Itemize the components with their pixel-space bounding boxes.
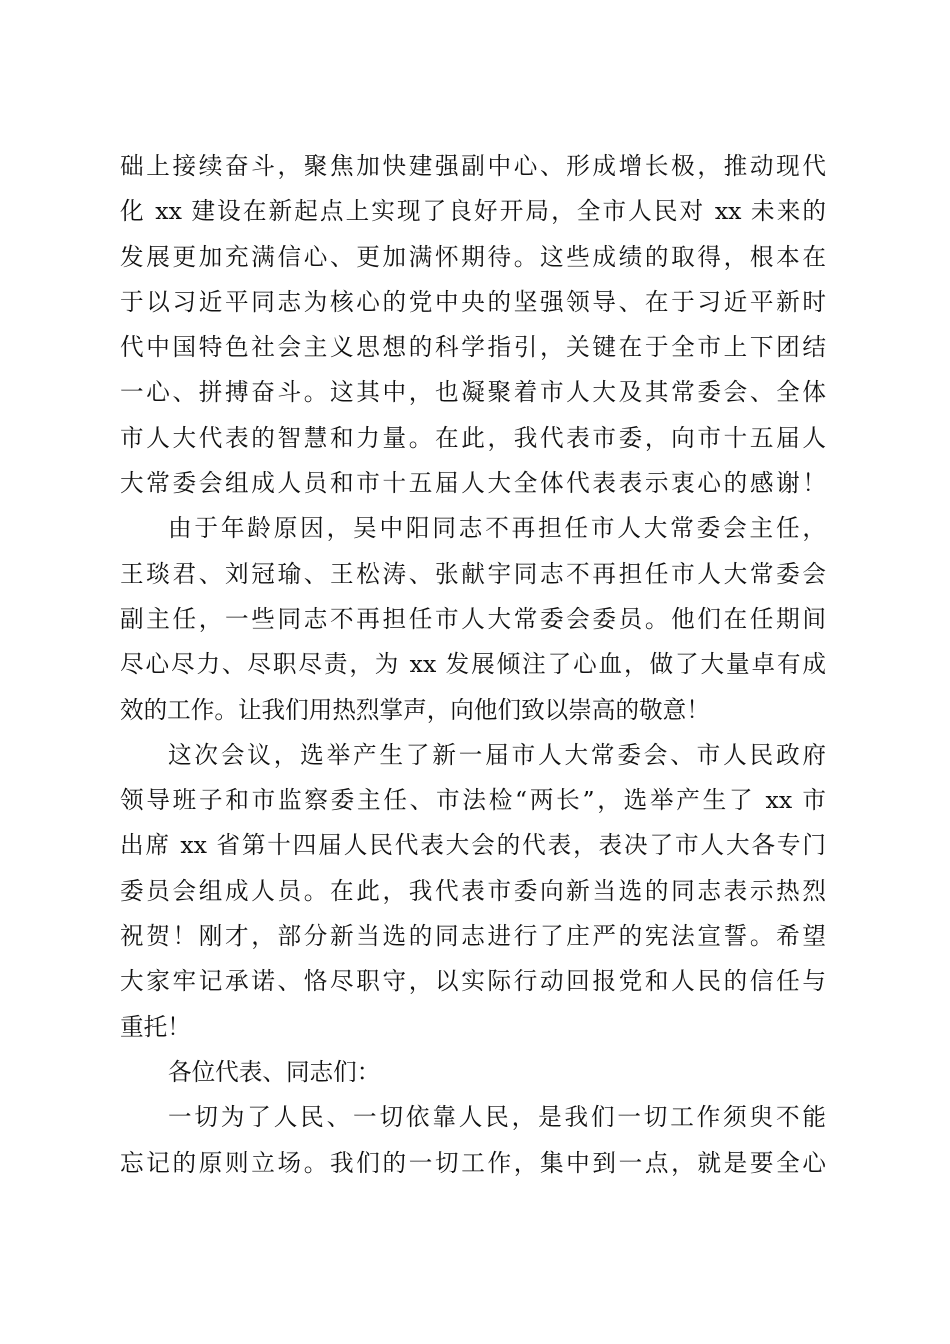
text-line: 市人大代表的智慧和力量。在此，我代表市委，向市十五届人 <box>120 423 826 452</box>
paragraph-2 <box>120 506 826 732</box>
text-line: 出席 xx 省第十四届人民代表大会的代表，表决了市人大各专门 <box>120 831 826 860</box>
text-line: 代中国特色社会主义思想的科学指引，关键在于全市上下团结 <box>120 333 826 362</box>
paragraph-1 <box>120 144 826 506</box>
text-line: 各位代表、同志们： <box>168 1057 381 1086</box>
text-line: 大家牢记承诺、恪尽职守，以实际行动回报党和人民的信任与 <box>120 967 826 996</box>
text-line: 一切为了人民、一切依靠人民，是我们一切工作须臾不能 <box>168 1103 826 1132</box>
text-line: 领导班子和市监察委主任、市法检“两长”，选举产生了 xx 市 <box>120 786 826 815</box>
text-line: 祝贺！刚才，部分新当选的同志进行了庄严的宪法宣誓。希望 <box>120 922 826 951</box>
text-line: 尽心尽力、尽职尽责，为 xx 发展倾注了心血，做了大量卓有成 <box>120 650 826 679</box>
text-line: 重托！ <box>120 1012 191 1041</box>
text-line: 础上接续奋斗，聚焦加快建强副中心、形成增长极，推动现代 <box>120 152 826 180</box>
text-line: 于以习近平同志为核心的党中央的坚强领导、在于习近平新时 <box>120 287 826 316</box>
text-line: 忘记的原则立场。我们的一切工作，集中到一点，就是要全心 <box>120 1148 826 1177</box>
text-line: 副主任，一些同志不再担任市人大常委会委员。他们在任期间 <box>120 604 826 633</box>
text-line: 这次会议，选举产生了新一届市人大常委会、市人民政府 <box>168 740 826 769</box>
text-line: 大常委会组成人员和市十五届人大全体代表表示衷心的感谢！ <box>120 469 826 498</box>
paragraph-3 <box>120 733 826 1050</box>
text-line: 由于年龄原因，吴中阳同志不再担任市人大常委会主任， <box>168 514 826 543</box>
text-line: 委员会组成人员。在此，我代表市委向新当选的同志表示热烈 <box>120 876 826 905</box>
text-line: 一心、拼搏奋斗。这其中，也凝聚着市人大及其常委会、全体 <box>120 378 826 407</box>
text-line: 效的工作。让我们用热烈掌声，向他们致以崇高的敬意！ <box>120 695 710 724</box>
text-line: 王琰君、刘冠瑜、王松涛、张献宇同志不再担任市人大常委会 <box>120 559 826 588</box>
text-line: 发展更加充满信心、更加满怀期待。这些成绩的取得，根本在 <box>120 242 826 271</box>
text-line: 化 xx 建设在新起点上实现了良好开局，全市人民对 xx 未来的 <box>120 197 826 226</box>
document-page <box>120 144 826 1186</box>
paragraph-5 <box>120 1095 826 1186</box>
paragraph-4 <box>120 1050 826 1095</box>
